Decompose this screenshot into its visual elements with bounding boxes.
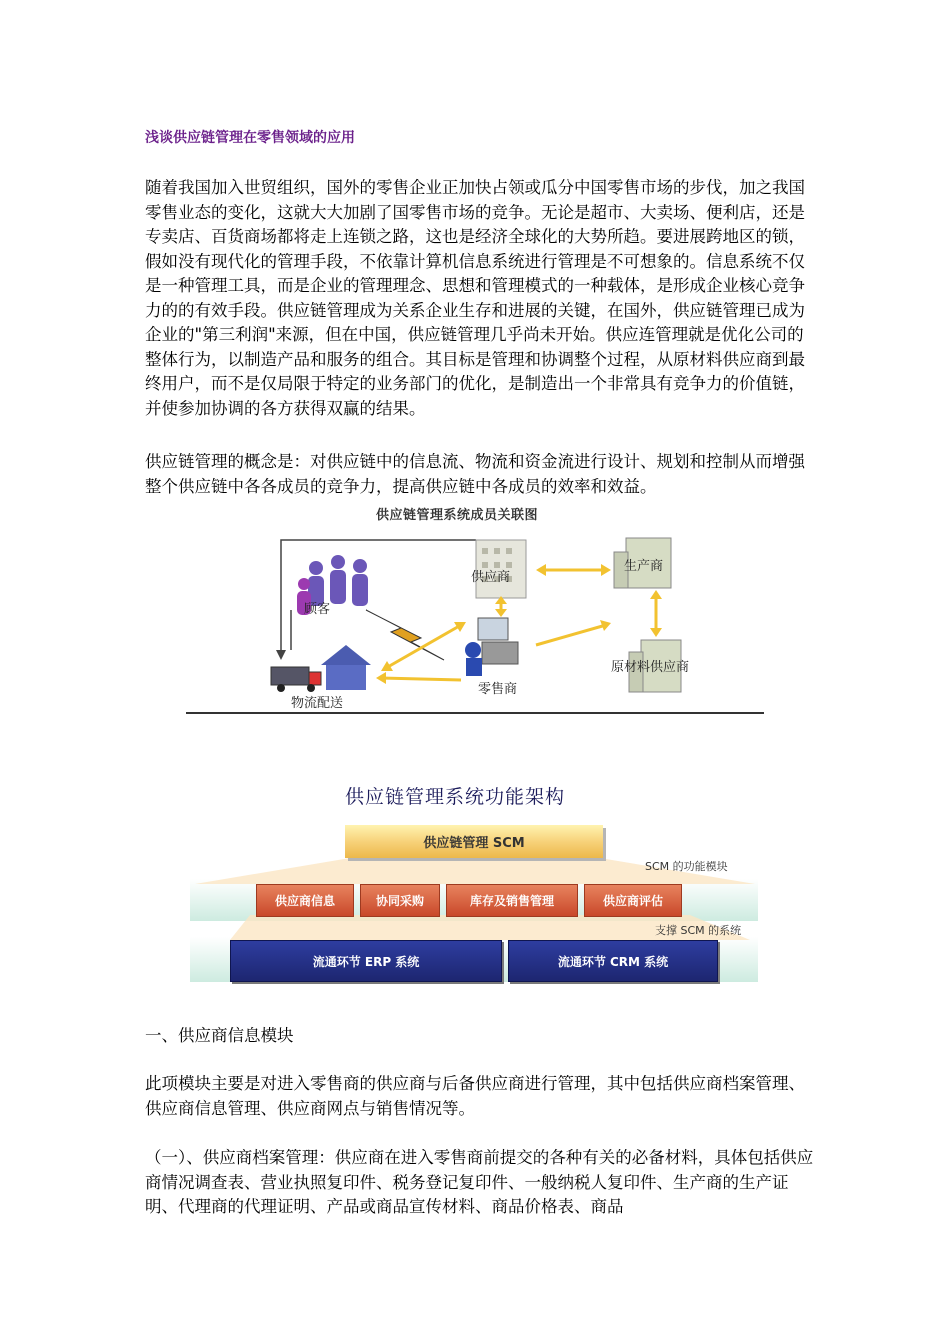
- system-erp: 流通环节 ERP 系统: [230, 940, 502, 982]
- supplier-archive-paragraph: （一）、供应商档案管理：供应商在进入零售商前提交的各种有关的必备材料，具体包括供应商情况调查表、营业执照复印件、税务登记复印件、一般纳税人复印件、生产商的生产证明、代理商的代理证明、产品或商品宣传材料、商品价格表、商品: [145, 1148, 814, 1216]
- node-supplier-label: 供应商: [471, 570, 511, 585]
- return-arrowhead: [276, 650, 286, 660]
- member-relationship-diagram: [186, 500, 764, 718]
- warehouse-icon: [321, 645, 371, 690]
- concept-paragraph: 供应链管理的概念是：对供应链中的信息流、物流和资金流进行设计、规划和控制从而增强整个供应链中各各成员的竞争力，提高供应链中各成员的效率和效益。: [145, 452, 805, 496]
- node-producer-label: 生产商: [624, 559, 664, 574]
- module-description-paragraph: 此项模块主要是对进入零售商的供应商与后备供应商进行管理，其中包括供应商档案管理、供应商信息管理、供应商网点与销售情况等。: [145, 1074, 805, 1118]
- delivery-truck-icon: [271, 667, 321, 692]
- scm-root-box: 供应链管理 SCM: [345, 825, 603, 858]
- caption-support: 支撑 SCM 的系统: [655, 924, 742, 937]
- module-supplier-info: 供应商信息: [256, 884, 354, 917]
- section-heading: 一、供应商信息模块: [145, 1026, 294, 1045]
- node-logistics-label: 物流配送: [291, 696, 344, 711]
- diagram1-divider: [186, 712, 764, 714]
- diagram1-title: 供应链管理系统成员关联图: [376, 508, 539, 523]
- diagram2-title: 供应链管理系统功能架构: [345, 786, 566, 808]
- module-collab-purchase: 协同采购: [360, 884, 440, 917]
- diagram1-graphics: [186, 500, 764, 712]
- caption-modules: SCM 的功能模块: [645, 860, 728, 873]
- module-inventory-sales: 库存及销售管理: [446, 884, 578, 917]
- intro-paragraph: 随着我国加入世贸组织，国外的零售企业正加快占领或瓜分中国零售市场的步伐，加之我国零售业态的变化，这就大大加剧了国零售市场的竞争。无论是超市、大卖场、便利店，还是专卖店、百货商场都将走上连锁之路，这也是经济全球化的大势所趋。要进展跨地区的锁，假如没有现代化的管理手段，不依靠计算机信息系统进行管理是不可想象的。信息系统不仅是一种管理工具，而是企业的管理理念、思想和管理模式的一种载体，是形成企业核心竞争力的的有效手段。供应链管理成为关系企业生存和进展的关键，在国外，供应链管理已成为企业的"第三利润"来源，但在中国，供应链管理几乎尚未开始。供应连管理就是优化公司的整体行为，以制造产品和服务的组合。其目标是管理和协调整个过程，从原材料供应商到最终用户，而不是仅局限于特定的业务部门的优化，是制造出一个非常具有竞争力的价值链，并使参加协调的各方获得双赢的结果。: [145, 178, 805, 418]
- page-title: 浅谈供应链管理在零售领域的应用: [145, 130, 355, 146]
- module-supplier-eval: 供应商评估: [584, 884, 682, 917]
- retailer-computer-icon: [465, 618, 518, 676]
- lightning-icon: [366, 610, 444, 660]
- node-customer-label: 顾客: [304, 602, 331, 617]
- node-retailer-label: 零售商: [478, 682, 518, 697]
- function-architecture-diagram: [190, 780, 760, 985]
- system-crm: 流通环节 CRM 系统: [508, 940, 718, 982]
- node-raw-supplier-label: 原材料供应商: [611, 660, 690, 675]
